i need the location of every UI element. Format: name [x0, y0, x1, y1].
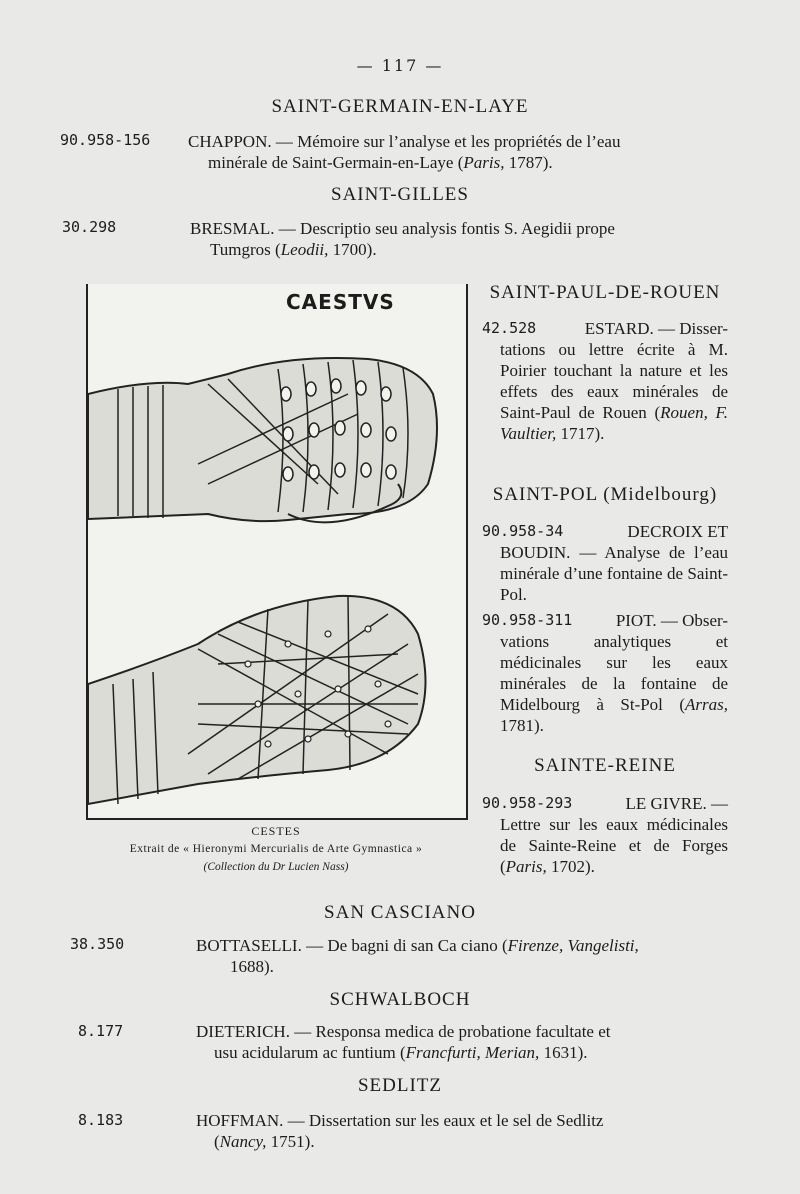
entry-text: tations ou lettre écrite à M. Poirier touchant la nature et les effets des eaux minérales de Saint-Paul de Rouen (: [500, 340, 728, 422]
entry-place: Nancy,: [219, 1132, 267, 1151]
section-heading-san-casciano: SAN CASCIANO: [324, 902, 476, 923]
entry-bottaselli: [196, 935, 728, 977]
catalog-number: 90.958-34: [482, 522, 564, 540]
plate-caption-source: Extrait de « Hieronymi Mercurialis de Arte Gymnastica »: [129, 843, 423, 855]
entry-first-line: [482, 318, 728, 339]
entry-line: [188, 152, 728, 173]
entry-text: 1717).: [556, 424, 605, 443]
entry-line: CHAPPON. — Mémoire sur l’analyse et les propriétés de l’eau: [188, 132, 621, 151]
entry-text: ESTARD. — Disser-: [584, 319, 728, 338]
caestus-illustration: [86, 284, 468, 820]
plate-caption-collection: (Collection du Dr Lucien Nass): [203, 861, 349, 873]
entry-line: BRESMAL. — Descriptio seu analysis fontis S. Aegidii prope: [190, 219, 615, 238]
entry-text: BOTTASELLI. — De bagni di san Ca ciano (: [196, 936, 508, 955]
entry-line: [190, 239, 728, 260]
section-heading-saint-paul: SAINT-PAUL-DE-ROUEN: [489, 282, 721, 303]
entry-line: [196, 935, 728, 956]
entry-text: 1702).: [546, 857, 595, 876]
entry-text: 1751).: [266, 1132, 315, 1151]
entry-text: (: [214, 1132, 220, 1151]
entry-text: 1700).: [328, 240, 377, 259]
entry-chappon: [188, 131, 728, 173]
entry-text: 1787).: [504, 153, 553, 172]
gloved-hands-engraving: [88, 284, 466, 818]
entry-text: minérale de Saint-Germain-en-Laye (: [208, 153, 464, 172]
catalog-number: 90.958-293: [482, 794, 573, 812]
catalog-number: 8.183: [78, 1111, 124, 1129]
entry-continuation: [482, 814, 728, 877]
entry-place: Paris,: [463, 153, 505, 172]
page-number: — 117 —: [356, 56, 444, 75]
entry-text: Tumgros (: [210, 240, 281, 259]
section-heading-schwalboch: SCHWALBOCH: [329, 989, 471, 1010]
entry-estard: [482, 318, 728, 444]
entry-place: Firenze, Vangelisti,: [507, 936, 639, 955]
catalog-number: 8.177: [78, 1022, 124, 1040]
catalog-number: 30.298: [62, 218, 117, 236]
entry-continuation: BOUDIN. — Analyse de l’eau minérale d’une fontaine de Saint-Pol.: [500, 543, 728, 604]
entry-text: vations analytiques et médicinales sur les eaux minérales de la fontaine de Midelbourg à St-Pol (: [500, 632, 728, 714]
entry-text: LE GIVRE. —: [625, 794, 728, 813]
entry-decroix: [482, 521, 728, 605]
entry-continuation: [482, 339, 728, 444]
entry-place: Francfurti, Merian,: [405, 1043, 540, 1062]
entry-text: Lettre sur les eaux médicinales de Sainte-Reine et de Forges (: [500, 815, 728, 876]
entry-line: 1688).: [230, 957, 274, 976]
entry-text: usu acidularum ac funtium (: [214, 1043, 406, 1062]
entry-place: Paris,: [505, 857, 547, 876]
entry-first-line: [482, 521, 728, 542]
entry-place: Arras,: [685, 695, 728, 714]
plate-caption-title: CESTES: [251, 824, 301, 838]
entry-continuation: [482, 631, 728, 736]
entry-bresmal: [190, 218, 728, 260]
entry-text: 1631).: [539, 1043, 588, 1062]
section-heading-sainte-reine: SAINTE-REINE: [534, 755, 676, 776]
entry-piot: [482, 610, 728, 736]
entry-line: DIETERICH. — Responsa medica de probatione facultate et: [196, 1022, 611, 1041]
entry-line: [196, 1131, 730, 1152]
entry-dieterich: [196, 1021, 730, 1063]
catalog-number: 90.958-156: [60, 131, 151, 149]
catalog-number: 42.528: [482, 319, 537, 337]
section-heading-saint-pol: SAINT-POL (Midelbourg): [492, 484, 718, 505]
section-heading-sedlitz: SEDLITZ: [357, 1075, 443, 1096]
catalog-number: 38.350: [70, 935, 125, 953]
entry-place: Rouen, F. Vaultier,: [500, 403, 729, 443]
entry-text: PIOT. — Obser-: [615, 611, 728, 630]
entry-first-line: [482, 610, 728, 631]
entry-line: [196, 1042, 730, 1063]
entry-text: DECROIX ET: [627, 522, 728, 541]
entry-hoffman: [196, 1110, 730, 1152]
entry-le-givre: [482, 793, 728, 877]
plate-title: CAESTVS: [286, 290, 395, 314]
section-heading-saint-germain: SAINT-GERMAIN-EN-LAYE: [271, 96, 529, 117]
entry-line: HOFFMAN. — Dissertation sur les eaux et le sel de Sedlitz: [196, 1111, 604, 1130]
section-heading-saint-gilles: SAINT-GILLES: [331, 184, 469, 205]
entry-first-line: [482, 793, 728, 814]
catalog-number: 90.958-311: [482, 611, 573, 629]
entry-place: Leodii,: [280, 240, 329, 259]
entry-text: 1781).: [500, 716, 544, 735]
